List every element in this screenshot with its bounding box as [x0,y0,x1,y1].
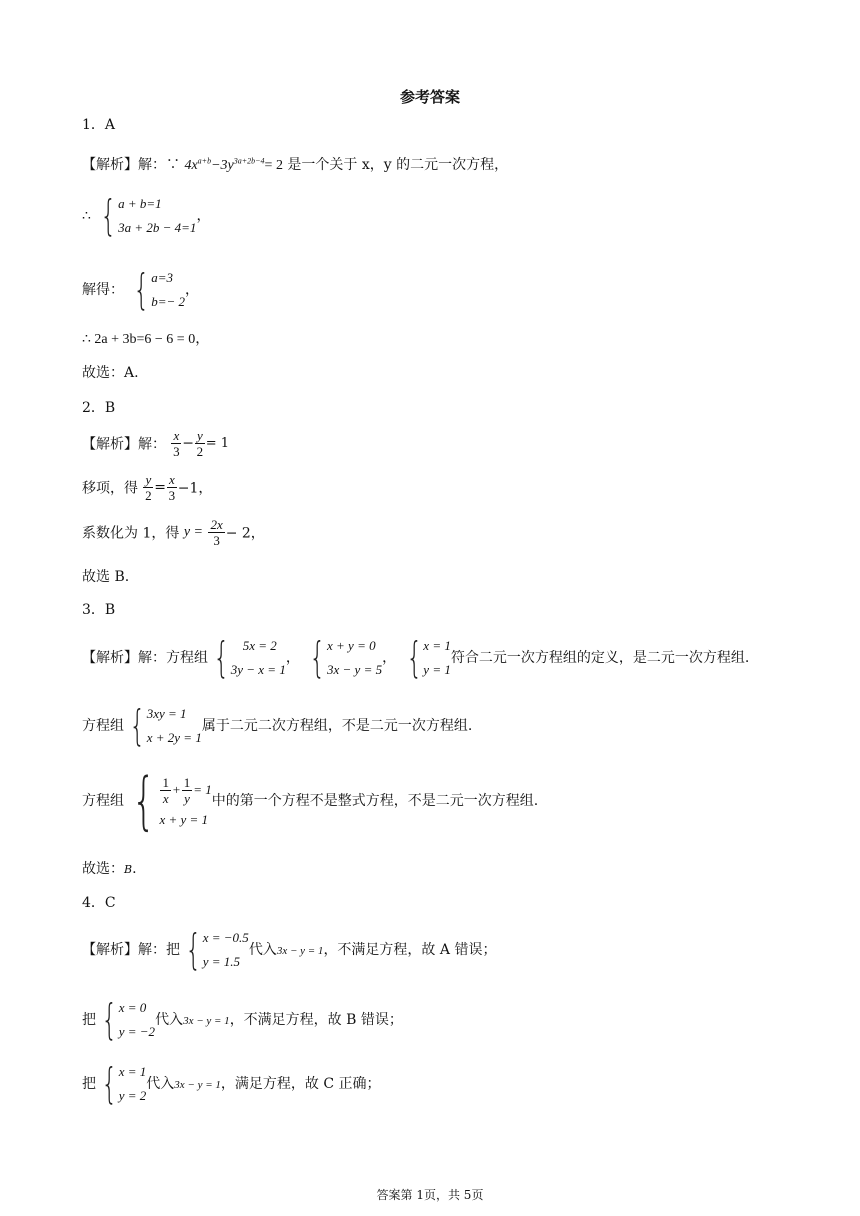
q1-answer: 故选：A. [82,365,139,381]
q2-coef: 系数化为 1，得 y = $\frac{2x}{3}$ − 2， [82,517,265,548]
q3-line3: 方程组 { $\frac{1}{x}$ + $\frac{1}{y}$ = 1 x + y = 1 中的第一个方程不是整式方程，不是二元一次方程组. [82,764,539,837]
q3-answer: 故选：B. [82,861,137,877]
q1-analysis-suffix: 是一个关于 x，y 的二元一次方程， [287,157,509,173]
q1-analysis-prefix: 【解析】解：∵ [82,157,180,173]
q3-line2: 方程组 { 3xy = 1 x + 2y = 1 属于二元二次方程组，不是二元一次方程组. [82,701,473,750]
page-footer: 答案第 1页，共 5页 [376,1188,484,1202]
q4-a: 【解析】解：把 { x = −0.5 y = 1.5 代入3x − y = 1，不满足方程，故 A 错误； [82,925,497,974]
q4-label: 4．C [82,895,116,911]
q1-solve: 解得： { a=3 b=− 2 ， [82,265,199,314]
q1-result: ∴ 2a + 3b=6 − 6 = 0， [82,332,210,347]
q3-label: 3．B [82,602,116,618]
page-title: 参考答案 [399,88,460,106]
q1-system: ∴ { a + b=1 3a + 2b − 4=1 ， [82,191,211,240]
q3-line1: 【解析】解：方程组 { 5x = 2 3y − x = 1 ， { x + y = 0 3x − y = 5 ， { x = 1 y = 1 符合二元一次方程组的定义，是二元一次方程组. [82,633,750,682]
q1-expr: $4x^{a+b}-3y^{3a+2b-4}= 2$ [184,156,283,173]
q2-move: 移项，得 $\frac{y}{2}$ = $\frac{x}{3}$ −1， [82,472,213,503]
q1-analysis [82,154,508,174]
q1-label: 1．A [82,117,116,133]
q2-answer: 故选 B. [82,569,130,585]
q2-analysis: 【解析】解： $\frac{x}{3}$ − $\frac{y}{2}$ = 1 [82,428,230,459]
q4-b: 把 { x = 0 y = −2 代入3x − y = 1，不满足方程，故 B 错误； [82,995,403,1044]
q4-c: 把 { x = 1 y = 2 代入3x − y = 1，满足方程，故 C 正确； [82,1059,381,1108]
q2-label: 2．B [82,400,116,416]
